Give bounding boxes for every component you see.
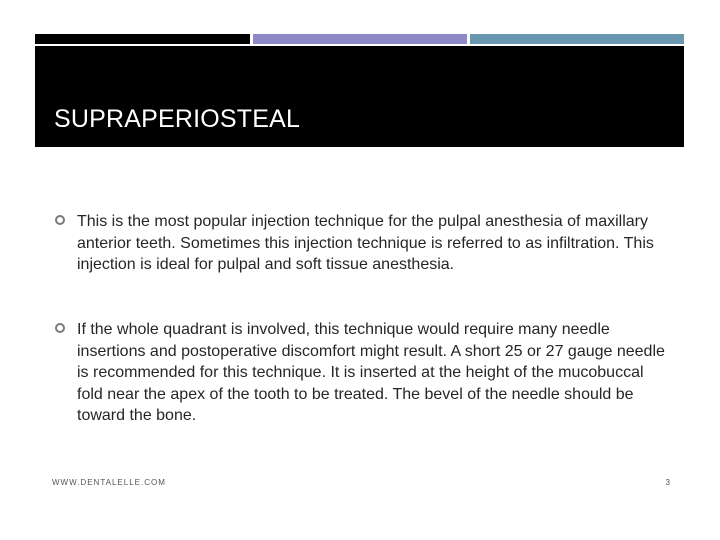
slide-title: SUPRAPERIOSTEAL <box>54 105 301 133</box>
header-stripe-black <box>35 34 250 44</box>
hollow-circle-bullet-icon <box>55 323 65 333</box>
bullet-text-2: If the whole quadrant is involved, this technique would require many needle insertions and postoperative discomfort might result. A short 25 or 27 gauge needle is recommended for this technique. It is inserted at the height of the mucobuccal fold near the apex of the tooth to be treated. The bevel of the needle should be toward the bone. <box>77 321 665 425</box>
header-stripe-blue <box>470 34 684 44</box>
footer-website: WWW.DENTALELLE.COM <box>52 478 166 487</box>
bullet-text-1: This is the most popular injection technique for the pulpal anesthesia of maxillary anterior teeth. Sometimes this injection technique is referred to as infiltration. This injection is ideal for pulpal and soft tissue anesthesia. <box>77 213 654 274</box>
header-stripe-purple <box>253 34 467 44</box>
page-number: 3 <box>665 478 670 487</box>
title-bar <box>35 46 684 147</box>
hollow-circle-bullet-icon <box>55 215 65 225</box>
